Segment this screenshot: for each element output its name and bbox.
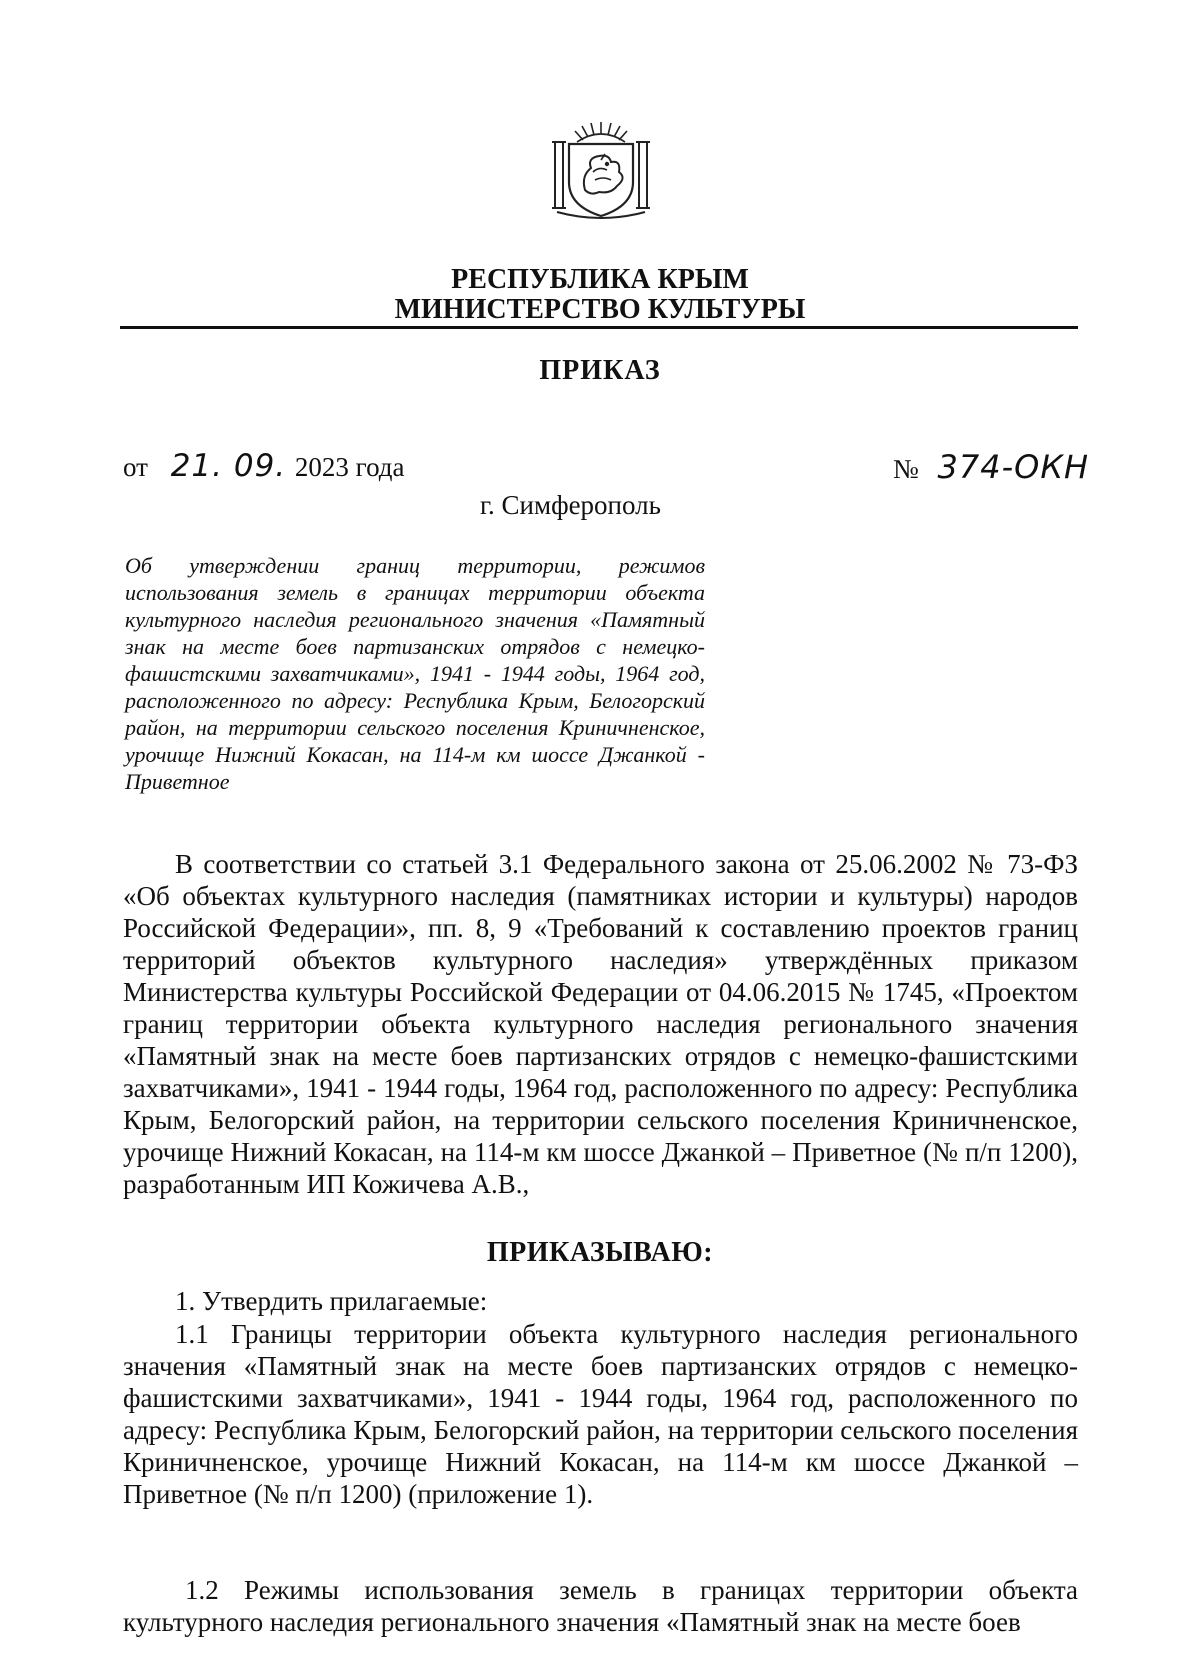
coat-of-arms-icon (547, 120, 655, 222)
order-number (893, 448, 1089, 486)
date-suffix: 2023 года (294, 452, 405, 482)
ministry-title: МИНИСТЕРСТВО КУЛЬТУРЫ (394, 294, 806, 325)
header-divider (120, 326, 1078, 329)
item-1-2-text: 1.2 Режимы использования земель в границах территории объекта культурного наследия регионального значения «Памятный знак на месте боев (123, 1575, 1078, 1637)
handwritten-number: 374-ОКН (937, 448, 1090, 486)
document-type: ПРИКАЗ (539, 355, 661, 386)
item-1-2 (123, 1574, 1078, 1638)
republic-title: РЕСПУБЛИКА КРЫМ (451, 264, 749, 295)
handwritten-date: 21. 09. (170, 448, 287, 484)
date-line (123, 448, 405, 484)
item-1-1-text: 1.1 Границы территории объекта культурного наследия регионального значения «Памятный знак на месте боев партизанских отрядов с немецко-фашистскими захватчиками», 1941 - 1944 годы, 1964 год, расположенного по адресу: Республика Крым, Белогорский район, на территории сельского поселения Криничненское, урочище Нижний Кокасан, на 114-м км шоссе Джанкой – Приветное (№ п/п 1200) (приложение 1). (123, 1319, 1078, 1509)
number-prefix: № (893, 454, 919, 484)
preamble-paragraph (123, 848, 1078, 1200)
item-1-1 (123, 1318, 1078, 1510)
order-heading: ПРИКАЗЫВАЮ: (486, 1237, 714, 1268)
date-prefix: от (123, 452, 148, 482)
item-1: 1. Утвердить прилагаемые: (175, 1286, 488, 1316)
order-subject: Об утверждении границ территории, режимов использования земель в границах территории объекта культурного наследия регионального значения «Памятный знак на месте боев партизанских отрядов с немецко-фашистскими захватчиками», 1941 - 1944 годы, 1964 год, расположенного по адресу: Республика Крым, Белогорский район, на территории сельского поселения Криничненское, урочище Нижний Кокасан, на 114-м км шоссе Джанкой - Приветное (125, 553, 705, 794)
preamble-text: В соответствии со статьей 3.1 Федерального закона от 25.06.2002 № 73-ФЗ «Об объектах культурного наследия (памятниках истории и культуры) народов Российской Федерации», пп. 8, 9 «Требований к составлению проектов границ территорий объектов культурного наследия» утверждённых приказом Министерства культуры Российской Федерации от 04.06.2015 № 1745, «Проектом границ территории объекта культурного наследия регионального значения «Памятный знак на месте боев партизанских отрядов с немецко-фашистскими захватчиками», 1941 - 1944 годы, 1964 год, расположенного по адресу: Республика Крым, Белогорский район, на территории сельского поселения Криничненское, урочище Нижний Кокасан, на 114-м км шоссе Джанкой – Приветное (№ п/п 1200), разработанным ИП Кожичева А.В., (123, 849, 1078, 1199)
city: г. Симферополь (480, 490, 661, 520)
